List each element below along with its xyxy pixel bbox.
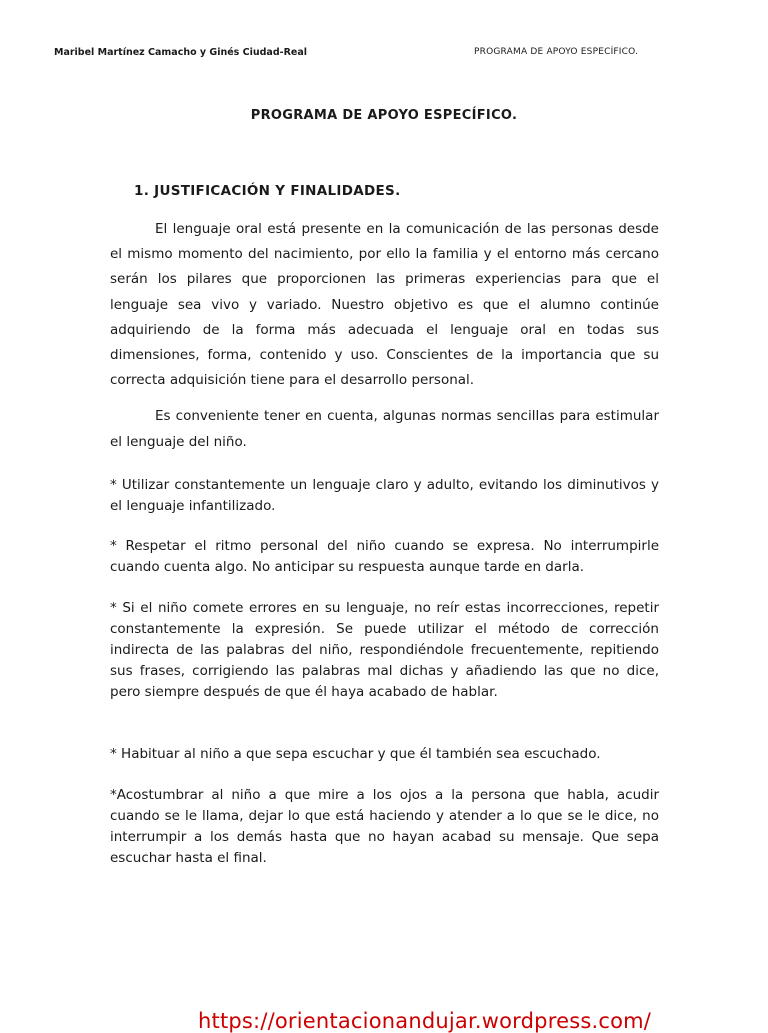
header-program-title: PROGRAMA DE APOYO ESPECÍFICO. (474, 47, 639, 57)
footer-website-link[interactable]: https://orientacionandujar.wordpress.com/ (198, 1009, 652, 1033)
document-title: PROGRAMA DE APOYO ESPECÍFICO. (250, 108, 518, 123)
bullet-text: * Si el niño comete errores en su lenguaje, no reír estas incorrecciones, repetir constantemente la expresión. Se puede utilizar el método de corrección indirecta de las palabras del niño, respondiéndole frecuentemente, repitiendo sus frases, corrigiendo las palabras mal dichas y añadiendo las que no dice, pero siempre después de que él haya acabado de hablar. (110, 600, 659, 700)
bullet-item (110, 475, 659, 517)
bullet-item (110, 536, 659, 578)
bullet-text: * Respetar el ritmo personal del niño cuando se expresa. No interrumpirle cuando cuenta algo. No anticipar su respuesta aunque tarde en darla. (110, 538, 659, 575)
paragraph-intro (110, 217, 659, 393)
paragraph-text: El lenguaje oral está presente en la comunicación de las personas desde el mismo momento del nacimiento, por ello la familia y el entorno más cercano serán los pilares que proporcionen las primeras experiencias para que el lenguaje sea vivo y variado. Nuestro objetivo es que el alumno continúe adquiriendo de la forma más adecuada el lenguaje oral en todas sus dimensiones, forma, contenido y uso. Conscientes de la importancia que su correcta adquisición tiene para el desarrollo personal. (110, 221, 659, 389)
bullet-item (110, 785, 659, 869)
header-authors: Maribel Martínez Camacho y Ginés Ciudad-Real (54, 47, 308, 58)
paragraph-text: Es conveniente tener en cuenta, algunas normas sencillas para estimular el lenguaje del niño. (110, 408, 659, 450)
section-heading: 1. JUSTIFICACIÓN Y FINALIDADES. (134, 183, 401, 199)
bullet-item (110, 598, 659, 703)
paragraph-norms (110, 404, 659, 455)
bullet-text: *Acostumbrar al niño a que mire a los ojos a la persona que habla, acudir cuando se le llama, dejar lo que está haciendo y atender a lo que se le dice, no interrumpir a los demás hasta que no hayan acabad su mensaje. Que sepa escuchar hasta el final. (110, 787, 659, 866)
bullet-text: * Habituar al niño a que sepa escuchar y que él también sea escuchado. (110, 746, 601, 762)
bullet-text: * Utilizar constantemente un lenguaje claro y adulto, evitando los diminutivos y el lenguaje infantilizado. (110, 477, 659, 514)
bullet-item (110, 744, 659, 765)
